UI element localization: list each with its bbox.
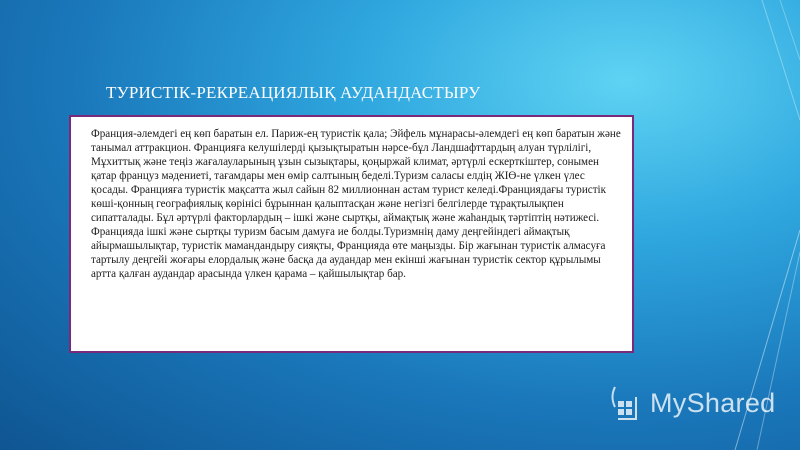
- text-box: [69, 115, 634, 353]
- slide-title: ТУРИСТІК-РЕКРЕАЦИЯЛЫҚ АУДАНДАСТЫРУ: [106, 83, 481, 102]
- body-text: Франция-әлемдегі ең көп баратын ел. Париж-ең туристік қала; Эйфель мұнарасы-әлемдегі ең көп баратын және танымал аттракцион. Францияға келушілерді қызықтыратын нәрсе-бұл Ландшафттардың алуан түрлілігі, Мұхиттық және теңіз жағалауларының ұзын сызықтары, қоңыржай климат, әртүрлі ескерткіштер, сонымен қатар француз мәдениеті, тағамдары мен өмір салтының беделі.Туризм саласы елдің ЖІӨ-не үлкен үлес қосады. Францияға туристік мақсатта жыл сайын 82 миллионнан астам турист келеді.Франциядағы туристік көші-қонның географиялық көрінісі бұрыннан қалыптасқан және негізгі белгілерде тұрақтылықпен сипатталады. Бұл әртүрлі факторлардың – ішкі және сыртқы, аймақтық және жаһандық тәртіптің нәтижесі. Францияда ішкі және сыртқы туризм басым дамуға ие болды.Туризмнің даму деңгейіндегі аймақтық айырмашылықтар, туристік мамандандыру сияқты, Францияда өте маңызды. Бір жағынан туристік алмасуға тартылу деңгейі жоғары елордалық және басқа да аудандар мен екінші жағынан туристік сектор құрылымы артта қалған аудандар арасында үлкен қарама – қайшылықтар бар.: [91, 128, 621, 280]
- myshared-logo-icon: [608, 383, 642, 423]
- watermark: [608, 383, 775, 423]
- watermark-text: MyShared: [650, 387, 776, 418]
